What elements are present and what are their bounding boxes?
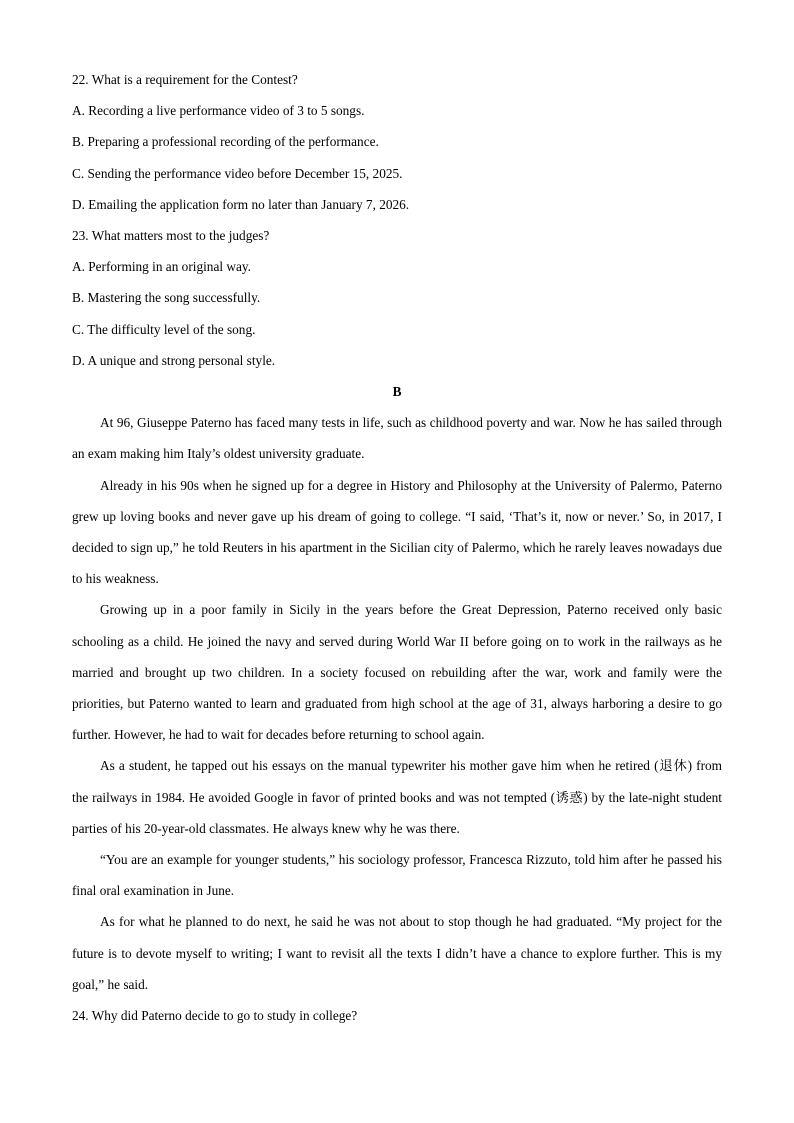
- question-22: 22. What is a requirement for the Contest?: [72, 72, 298, 87]
- section-b-heading: B: [392, 384, 402, 400]
- option-23-d: D. A unique and strong personal style.: [72, 352, 276, 368]
- option-22-d: D. Emailing the application form no later than January 7, 2026.: [72, 196, 410, 212]
- passage-paragraph-2: Already in his 90s when he signed up for a degree in History and Philosophy at the University of Palermo, Paterno grew up loving books and never gave up his dream of going to college. “I said, ‘That’s it, now or never.’ So, in 2017, I decided to sign up,” he told Reuters in his apartment in the Sicilian city of Palermo, which he rarely leaves nowadays due to his weakness.: [72, 477, 722, 587]
- question-23: 23. What matters most to the judges?: [72, 228, 270, 244]
- passage-paragraph-5: “You are an example for younger students,” his sociology professor, Francesca Rizzuto, told him after he passed his final oral examination in June.: [72, 852, 722, 899]
- option-23-c: C. The difficulty level of the song.: [72, 321, 256, 337]
- question-24: 24. Why did Paterno decide to go to study in college?: [72, 1008, 358, 1024]
- option-22-b: B. Preparing a professional recording of the performance.: [72, 134, 379, 150]
- passage-paragraph-6: As for what he planned to do next, he said he was not about to stop though he had graduated. “My project for the future is to devote myself to writing; I want to revisit all the texts I didn’t have a chance to explore further. This is my goal,” he said.: [72, 914, 722, 992]
- passage-paragraph-1: At 96, Giuseppe Paterno has faced many tests in life, such as childhood poverty and war. Now he has sailed through an exam making him Italy’s oldest university graduate.: [72, 415, 722, 462]
- passage-paragraph-3: Growing up in a poor family in Sicily in the years before the Great Depression, Paterno received only basic schooling as a child. He joined the navy and served during World War II before going on to work in the railways as he married and brought up two children. In a society focused on rebuilding after the war, work and family were the priorities, but Paterno wanted to learn and graduated from high school at the age of 31, always harboring a desire to go further. However, he had to wait for decades before returning to school again.: [72, 602, 722, 743]
- option-23-b: B. Mastering the song successfully.: [72, 290, 261, 306]
- passage-paragraph-4: As a student, he tapped out his essays on the manual typewriter his mother gave him when he retired (退休) from the railways in 1984. He avoided Google in favor of printed books and was not tempted (诱惑) by the late-night student parties of his 20-year-old classmates. He always knew why he was there.: [72, 758, 722, 836]
- option-22-c: C. Sending the performance video before December 15, 2025.: [72, 165, 403, 181]
- option-22-a: A. Recording a live performance video of 3 to 5 songs.: [72, 103, 365, 119]
- option-23-a: A. Performing in an original way.: [72, 259, 251, 275]
